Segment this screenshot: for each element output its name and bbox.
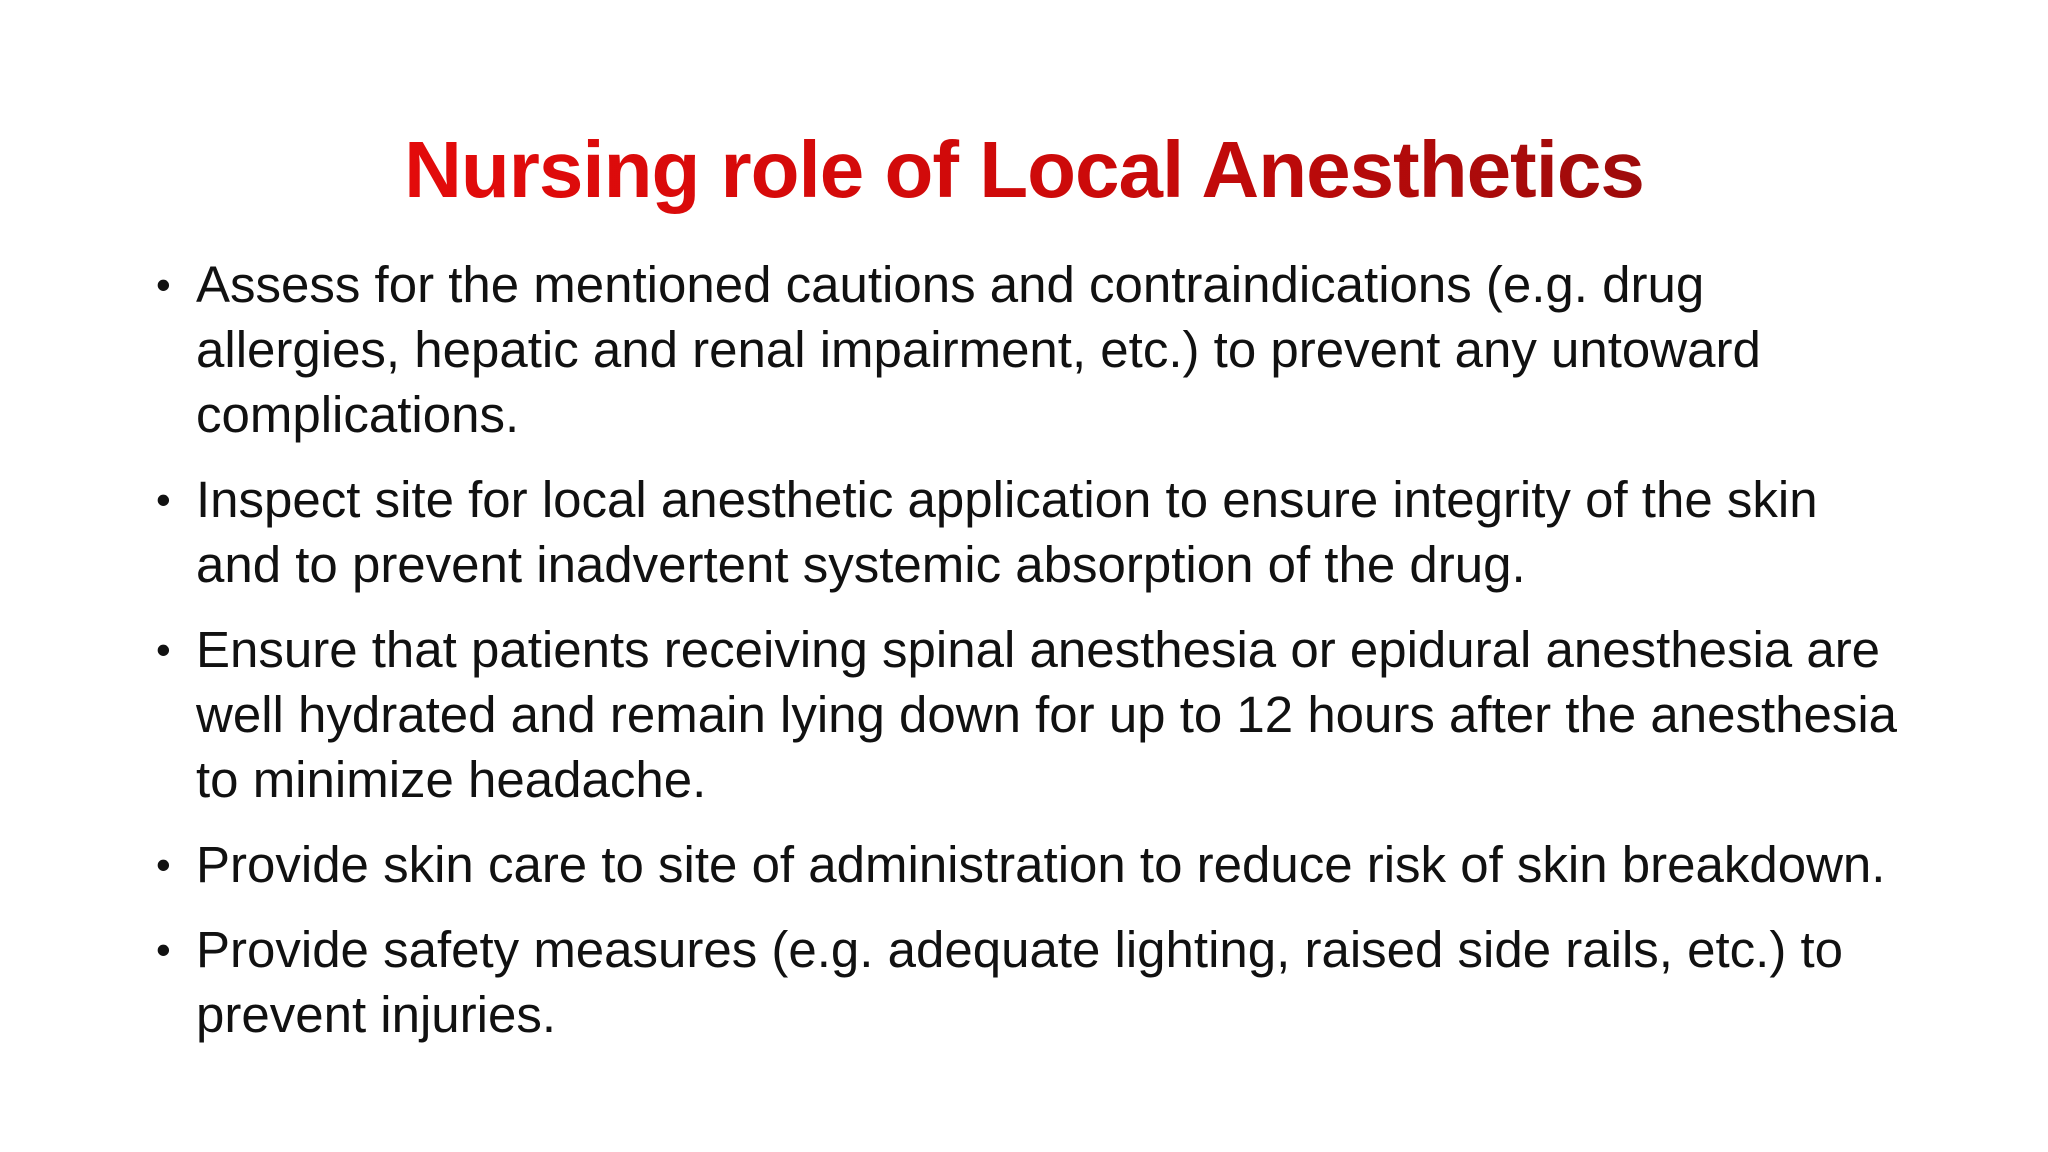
bullet-item-3 <box>156 617 1916 812</box>
bullet-text-4: Provide skin care to site of administration to reduce risk of skin breakdown. <box>196 836 1886 893</box>
bullet-item-4 <box>156 832 1916 897</box>
bullet-item-2 <box>156 467 1916 597</box>
bullet-text-2: Inspect site for local anesthetic application to ensure integrity of the skin and to prevent inadvertent systemic absorption of the drug. <box>196 471 1818 593</box>
bullet-item-1 <box>156 252 1916 447</box>
bullet-list <box>156 252 1916 1067</box>
bullet-dot-icon: • <box>156 261 171 308</box>
bullet-dot-icon: • <box>156 841 171 888</box>
bullet-dot-icon: • <box>156 476 171 523</box>
bullet-text-3: Ensure that patients receiving spinal anesthesia or epidural anesthesia are well hydrated and remain lying down for up to 12 hours after the anesthesia to minimize headache. <box>196 621 1898 808</box>
bullet-text-5: Provide safety measures (e.g. adequate lighting, raised side rails, etc.) to prevent injuries. <box>196 921 1844 1043</box>
slide-title-text: Nursing role of Local Anesthetics <box>404 125 1644 214</box>
bullet-dot-icon: • <box>156 926 171 973</box>
slide-title <box>0 118 2048 222</box>
bullet-dot-icon: • <box>156 626 171 673</box>
bullet-text-1: Assess for the mentioned cautions and contraindications (e.g. drug allergies, hepatic and renal impairment, etc.) to prevent any untoward complications. <box>196 256 1761 443</box>
bullet-item-5 <box>156 917 1916 1047</box>
